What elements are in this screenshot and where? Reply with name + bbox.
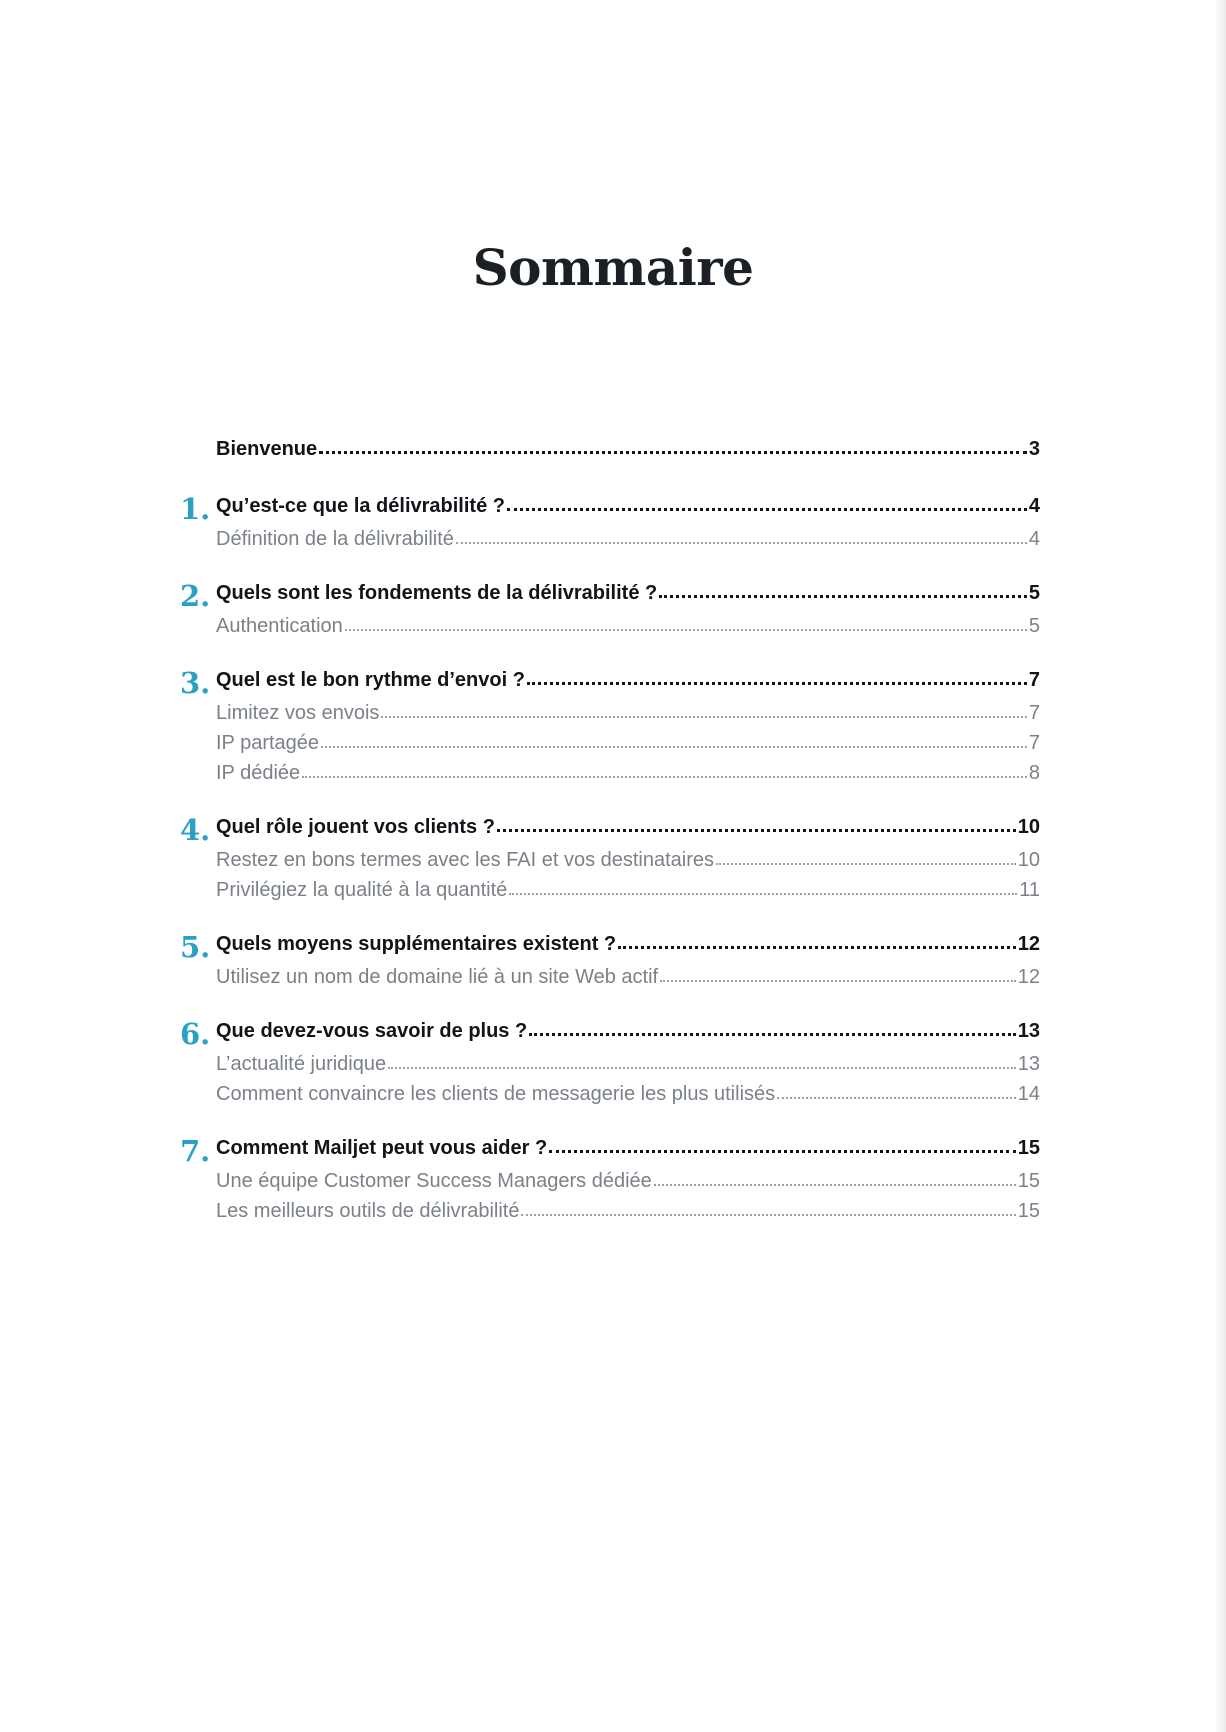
section-spacer xyxy=(180,558,1040,582)
section-spacer xyxy=(180,1113,1040,1137)
subsection-title: Définition de la délivrabilité xyxy=(216,528,454,550)
toc-sub-entry[interactable] xyxy=(180,615,1040,645)
toc-page-number: 5 xyxy=(1028,582,1040,604)
subsection-title: Limitez vos envois xyxy=(216,702,380,724)
subsection-title: Utilisez un nom de domaine lié à un site Web actif xyxy=(216,966,659,988)
dot-leader xyxy=(388,1066,1016,1069)
dot-leader xyxy=(509,892,1017,895)
dot-leader xyxy=(660,979,1016,982)
chapter-number: 2. xyxy=(180,579,211,613)
dot-leader xyxy=(319,450,1027,454)
toc-sub-entry[interactable] xyxy=(180,1083,1040,1113)
toc-sub-entry[interactable] xyxy=(180,966,1040,996)
chapter-title: Quel rôle jouent vos clients ? xyxy=(216,816,495,838)
toc-chapter-entry[interactable] xyxy=(180,579,1040,615)
toc-page-number: 15 xyxy=(1017,1200,1040,1222)
dot-leader xyxy=(302,775,1027,778)
toc-page-number: 15 xyxy=(1017,1170,1040,1192)
toc-page-number: 13 xyxy=(1017,1020,1040,1042)
chapter-number: 1. xyxy=(180,492,211,526)
toc-page-number: 4 xyxy=(1028,528,1040,550)
toc-page-number: 13 xyxy=(1017,1053,1040,1075)
toc-sub-entry[interactable] xyxy=(180,1053,1040,1083)
toc-sub-entry[interactable] xyxy=(180,702,1040,732)
toc-entry-label: Bienvenue xyxy=(216,438,318,460)
chapter-title: Quel est le bon rythme d’envoi ? xyxy=(216,669,525,691)
toc-sub-entry[interactable] xyxy=(180,879,1040,909)
dot-leader xyxy=(529,1032,1016,1036)
toc-page-number: 15 xyxy=(1017,1137,1040,1159)
toc-page-number: 7 xyxy=(1028,669,1040,691)
chapter-title: Quels sont les fondements de la délivrabilité ? xyxy=(216,582,658,604)
subsection-title: Privilégiez la qualité à la quantité xyxy=(216,879,508,901)
chapter-title: Comment Mailjet peut vous aider ? xyxy=(216,1137,548,1159)
toc-page-number: 11 xyxy=(1019,879,1040,901)
dot-leader xyxy=(521,1213,1015,1216)
subsection-title: Une équipe Customer Success Managers dédiée xyxy=(216,1170,652,1192)
dot-leader xyxy=(716,862,1016,865)
dot-leader xyxy=(381,715,1026,718)
toc-sub-entry[interactable] xyxy=(180,732,1040,762)
chapter-list xyxy=(180,471,1040,1230)
toc-page-number: 12 xyxy=(1017,966,1040,988)
subsection-title: Les meilleurs outils de délivrabilité xyxy=(216,1200,520,1222)
subsection-title: IP partagée xyxy=(216,732,320,754)
toc-sub-entry[interactable] xyxy=(180,762,1040,792)
toc-chapter-entry[interactable] xyxy=(180,492,1040,528)
toc-sub-entry[interactable] xyxy=(180,1200,1040,1230)
subsection-title: Comment convaincre les clients de messagerie les plus utilisés xyxy=(216,1083,776,1105)
chapter-number: 3. xyxy=(180,666,211,700)
dot-leader xyxy=(456,541,1027,544)
dot-leader xyxy=(345,628,1027,631)
chapter-number: 6. xyxy=(180,1017,211,1051)
subsection-title: Authentication xyxy=(216,615,343,637)
toc-sub-entry[interactable] xyxy=(180,528,1040,558)
section-spacer xyxy=(180,996,1040,1020)
chapter-number: 4. xyxy=(180,813,211,847)
toc-chapter-entry[interactable] xyxy=(180,666,1040,702)
toc-page-number: 8 xyxy=(1028,762,1040,784)
subsection-title: L’actualité juridique xyxy=(216,1053,387,1075)
dot-leader xyxy=(777,1096,1016,1099)
section-spacer xyxy=(180,645,1040,669)
chapter-number: 5. xyxy=(180,930,211,964)
subsection-title: Restez en bons termes avec les FAI et vos destinataires xyxy=(216,849,715,871)
toc-page-number: 7 xyxy=(1028,732,1040,754)
section-spacer xyxy=(180,909,1040,933)
dot-leader xyxy=(654,1183,1016,1186)
chapter-number: 7. xyxy=(180,1134,211,1168)
toc-chapter-entry[interactable] xyxy=(180,930,1040,966)
section-spacer xyxy=(180,471,1040,495)
chapter-title: Qu’est-ce que la délivrabilité ? xyxy=(216,495,505,517)
toc-chapter-entry[interactable] xyxy=(180,1017,1040,1053)
toc-page-number: 7 xyxy=(1028,702,1040,724)
toc-entry-intro[interactable] xyxy=(180,438,1040,471)
toc-page-number: 12 xyxy=(1017,933,1040,955)
dot-leader xyxy=(321,745,1027,748)
subsection-title: IP dédiée xyxy=(216,762,301,784)
toc-page-number: 10 xyxy=(1017,816,1040,838)
toc-chapter-entry[interactable] xyxy=(180,1134,1040,1170)
dot-leader xyxy=(549,1149,1016,1153)
dot-leader xyxy=(618,945,1016,949)
page-title: Sommaire xyxy=(472,238,754,297)
dot-leader xyxy=(497,828,1016,832)
table-of-contents xyxy=(180,438,1040,1230)
dot-leader xyxy=(507,507,1027,511)
section-spacer xyxy=(180,792,1040,816)
chapter-title: Quels moyens supplémentaires existent ? xyxy=(216,933,617,955)
toc-page-number: 4 xyxy=(1028,495,1040,517)
toc-sub-entry[interactable] xyxy=(180,849,1040,879)
chapter-title: Que devez-vous savoir de plus ? xyxy=(216,1020,528,1042)
toc-page-number: 3 xyxy=(1028,438,1040,460)
toc-page-number: 5 xyxy=(1028,615,1040,637)
dot-leader xyxy=(659,594,1027,598)
toc-page-number: 10 xyxy=(1017,849,1040,871)
dot-leader xyxy=(527,681,1027,685)
toc-sub-entry[interactable] xyxy=(180,1170,1040,1200)
toc-page-number: 14 xyxy=(1017,1083,1040,1105)
toc-chapter-entry[interactable] xyxy=(180,813,1040,849)
